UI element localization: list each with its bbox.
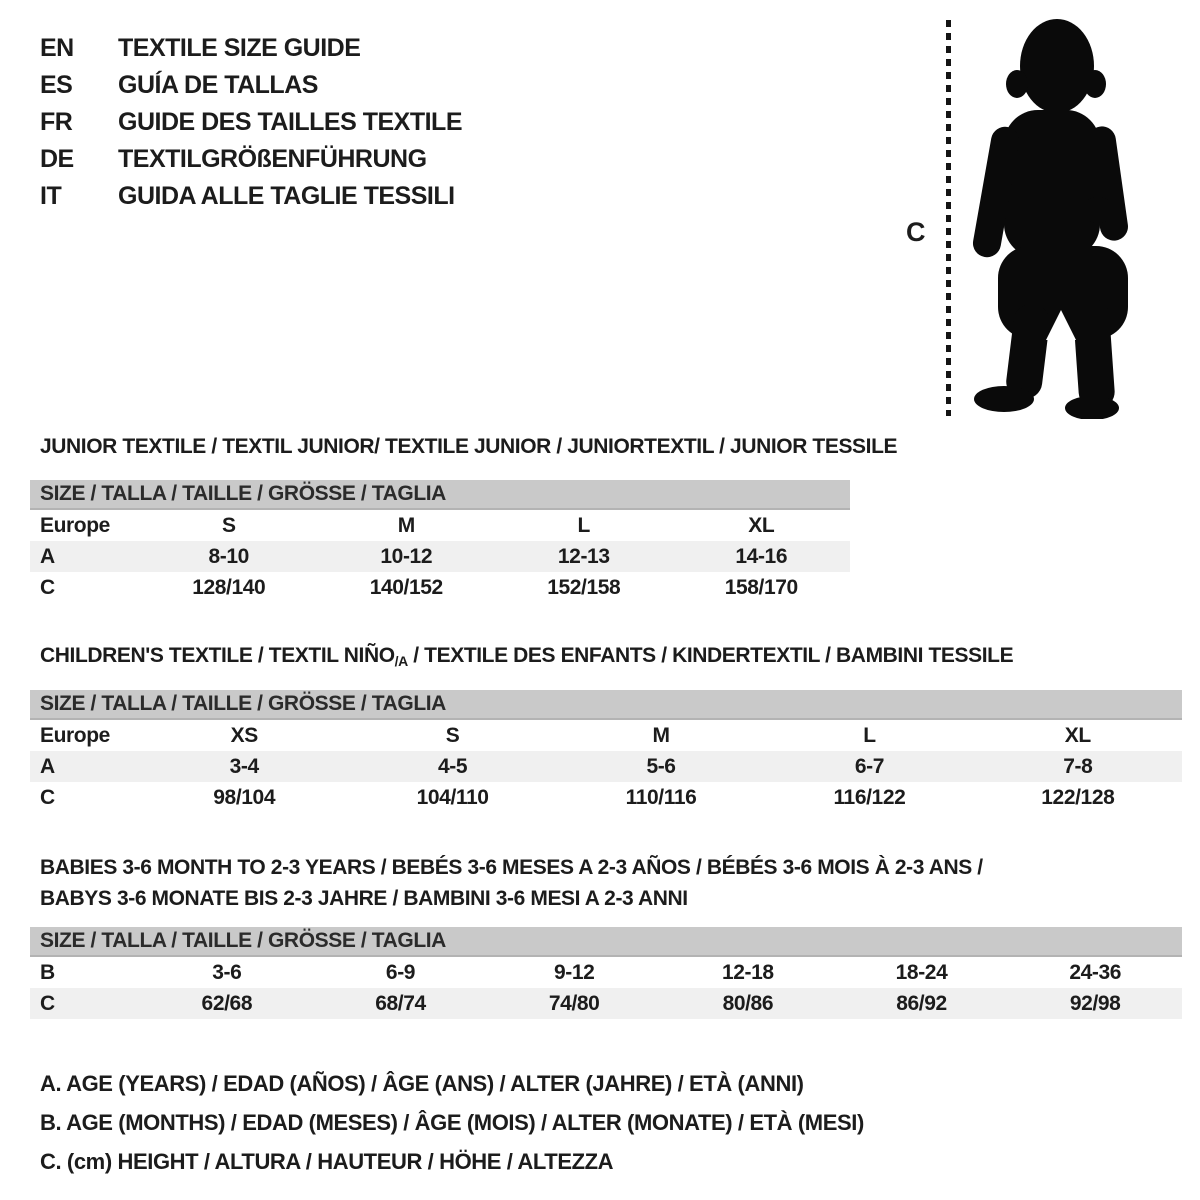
table-row xyxy=(30,751,1182,782)
section-title xyxy=(30,852,1182,914)
height-cell: 104/110 xyxy=(416,785,489,809)
row-label: Europe xyxy=(40,723,110,747)
age-cell: 9-12 xyxy=(553,960,595,984)
size-header-bar: SIZE / TALLA / TAILLE / GRÖSSE / TAGLIA xyxy=(30,690,1182,720)
language-code: ES xyxy=(40,71,73,99)
language-code: FR xyxy=(40,108,73,136)
list-item xyxy=(40,67,462,104)
row-label: B xyxy=(40,960,55,984)
guide-title: GUIDA ALLE TAGLIE TESSILI xyxy=(118,182,455,210)
section-title-post: / TEXTILE DES ENFANTS / KINDERTEXTIL / BAMBINI TESSILE xyxy=(407,644,1014,667)
age-cell: 6-9 xyxy=(385,960,416,984)
height-cell: 92/98 xyxy=(1069,991,1121,1015)
legend-line-b: B. AGE (MONTHS) / EDAD (MESES) / ÂGE (MOIS) / ALTER (MONATE) / ETÀ (MESI) xyxy=(40,1110,864,1135)
height-cell: 80/86 xyxy=(722,991,774,1015)
size-cell: M xyxy=(397,513,415,537)
section-title-line2: BABYS 3-6 MONATE BIS 2-3 JAHRE / BAMBINI 3-6 MESI A 2-3 ANNI xyxy=(40,887,688,910)
age-cell: 14-16 xyxy=(735,544,788,568)
height-cell: 116/122 xyxy=(833,785,906,809)
height-measure-dashed-line xyxy=(946,20,951,416)
age-cell: 18-24 xyxy=(895,960,948,984)
size-cell: M xyxy=(652,723,670,747)
legend-line-a: A. AGE (YEARS) / EDAD (AÑOS) / ÂGE (ANS) / ALTER (JAHRE) / ETÀ (ANNI) xyxy=(40,1071,804,1096)
age-cell: 10-12 xyxy=(380,544,433,568)
language-code: IT xyxy=(40,182,62,210)
size-cell: L xyxy=(577,513,590,537)
table-row xyxy=(30,572,850,603)
size-cell: XL xyxy=(748,513,775,537)
height-cell: 122/128 xyxy=(1041,785,1115,809)
language-code: DE xyxy=(40,145,74,173)
height-cell: 128/140 xyxy=(192,575,266,599)
guide-title: GUIDE DES TAILLES TEXTILE xyxy=(118,108,463,136)
size-cell: XL xyxy=(1064,723,1091,747)
legend-line-c: C. (cm) HEIGHT / ALTURA / HAUTEUR / HÖHE / ALTEZZA xyxy=(40,1149,614,1174)
height-cell: 110/116 xyxy=(625,785,697,809)
guide-title: TEXTILGRÖßENFÜHRUNG xyxy=(118,145,427,173)
list-item xyxy=(40,104,462,141)
row-label: Europe xyxy=(40,513,110,537)
height-cell: 74/80 xyxy=(548,991,600,1015)
table-row xyxy=(30,957,1182,988)
height-cell: 140/152 xyxy=(369,575,443,599)
row-label: C xyxy=(40,575,55,599)
size-cell: S xyxy=(221,513,236,537)
size-cell: L xyxy=(863,723,876,747)
row-label: C xyxy=(40,991,55,1015)
age-cell: 5-6 xyxy=(646,754,676,778)
table-row xyxy=(30,510,850,541)
height-cell: 158/170 xyxy=(724,575,798,599)
language-title-list xyxy=(40,30,462,215)
section-title-pre: CHILDREN'S TEXTILE / TEXTIL NIÑO xyxy=(40,644,395,667)
measure-legend xyxy=(40,1064,864,1181)
guide-title: GUÍA DE TALLAS xyxy=(118,71,318,99)
table-row xyxy=(30,541,850,572)
section-title xyxy=(30,645,1182,668)
list-item xyxy=(40,30,462,67)
height-cell: 86/92 xyxy=(896,991,947,1015)
section-title: JUNIOR TEXTILE / TEXTIL JUNIOR/ TEXTILE JUNIOR / JUNIORTEXTIL / JUNIOR TESSILE xyxy=(40,435,898,458)
language-code: EN xyxy=(40,34,74,62)
size-header-bar: SIZE / TALLA / TAILLE / GRÖSSE / TAGLIA xyxy=(30,927,1182,957)
height-cell: 98/104 xyxy=(213,785,276,809)
size-cell: XS xyxy=(230,723,258,747)
size-cell: S xyxy=(445,723,460,747)
age-cell: 8-10 xyxy=(208,544,249,568)
list-item xyxy=(40,178,462,215)
age-cell: 6-7 xyxy=(854,754,884,778)
age-cell: 3-6 xyxy=(212,960,242,984)
section-childrens-textile xyxy=(30,645,1182,813)
size-header-bar: SIZE / TALLA / TAILLE / GRÖSSE / TAGLIA xyxy=(30,480,850,510)
row-label: A xyxy=(40,754,55,778)
guide-title: TEXTILE SIZE GUIDE xyxy=(118,34,361,62)
row-label: A xyxy=(40,544,55,568)
age-cell: 12-18 xyxy=(721,960,774,984)
section-title-line1: BABIES 3-6 MONTH TO 2-3 YEARS / BEBÉS 3-6 MESES A 2-3 AÑOS / BÉBÉS 3-6 MOIS À 2-3 ANS / xyxy=(40,856,983,879)
toddler-silhouette-icon xyxy=(962,14,1142,419)
age-cell: 4-5 xyxy=(438,754,468,778)
measure-c-label: C xyxy=(906,217,926,247)
section-babies-textile xyxy=(30,852,1182,1019)
table-row xyxy=(30,720,1182,751)
age-cell: 7-8 xyxy=(1063,754,1093,778)
age-cell: 24-36 xyxy=(1069,960,1122,984)
height-cell: 62/68 xyxy=(201,991,253,1015)
row-label: C xyxy=(40,785,55,809)
age-cell: 12-13 xyxy=(557,544,610,568)
section-junior-textile xyxy=(30,435,898,603)
age-cell: 3-4 xyxy=(229,754,259,778)
table-row xyxy=(30,782,1182,813)
section-title-sub: /A xyxy=(394,653,408,669)
height-cell: 152/158 xyxy=(547,575,621,599)
table-row xyxy=(30,988,1182,1019)
height-cell: 68/74 xyxy=(375,991,426,1015)
list-item xyxy=(40,141,462,178)
